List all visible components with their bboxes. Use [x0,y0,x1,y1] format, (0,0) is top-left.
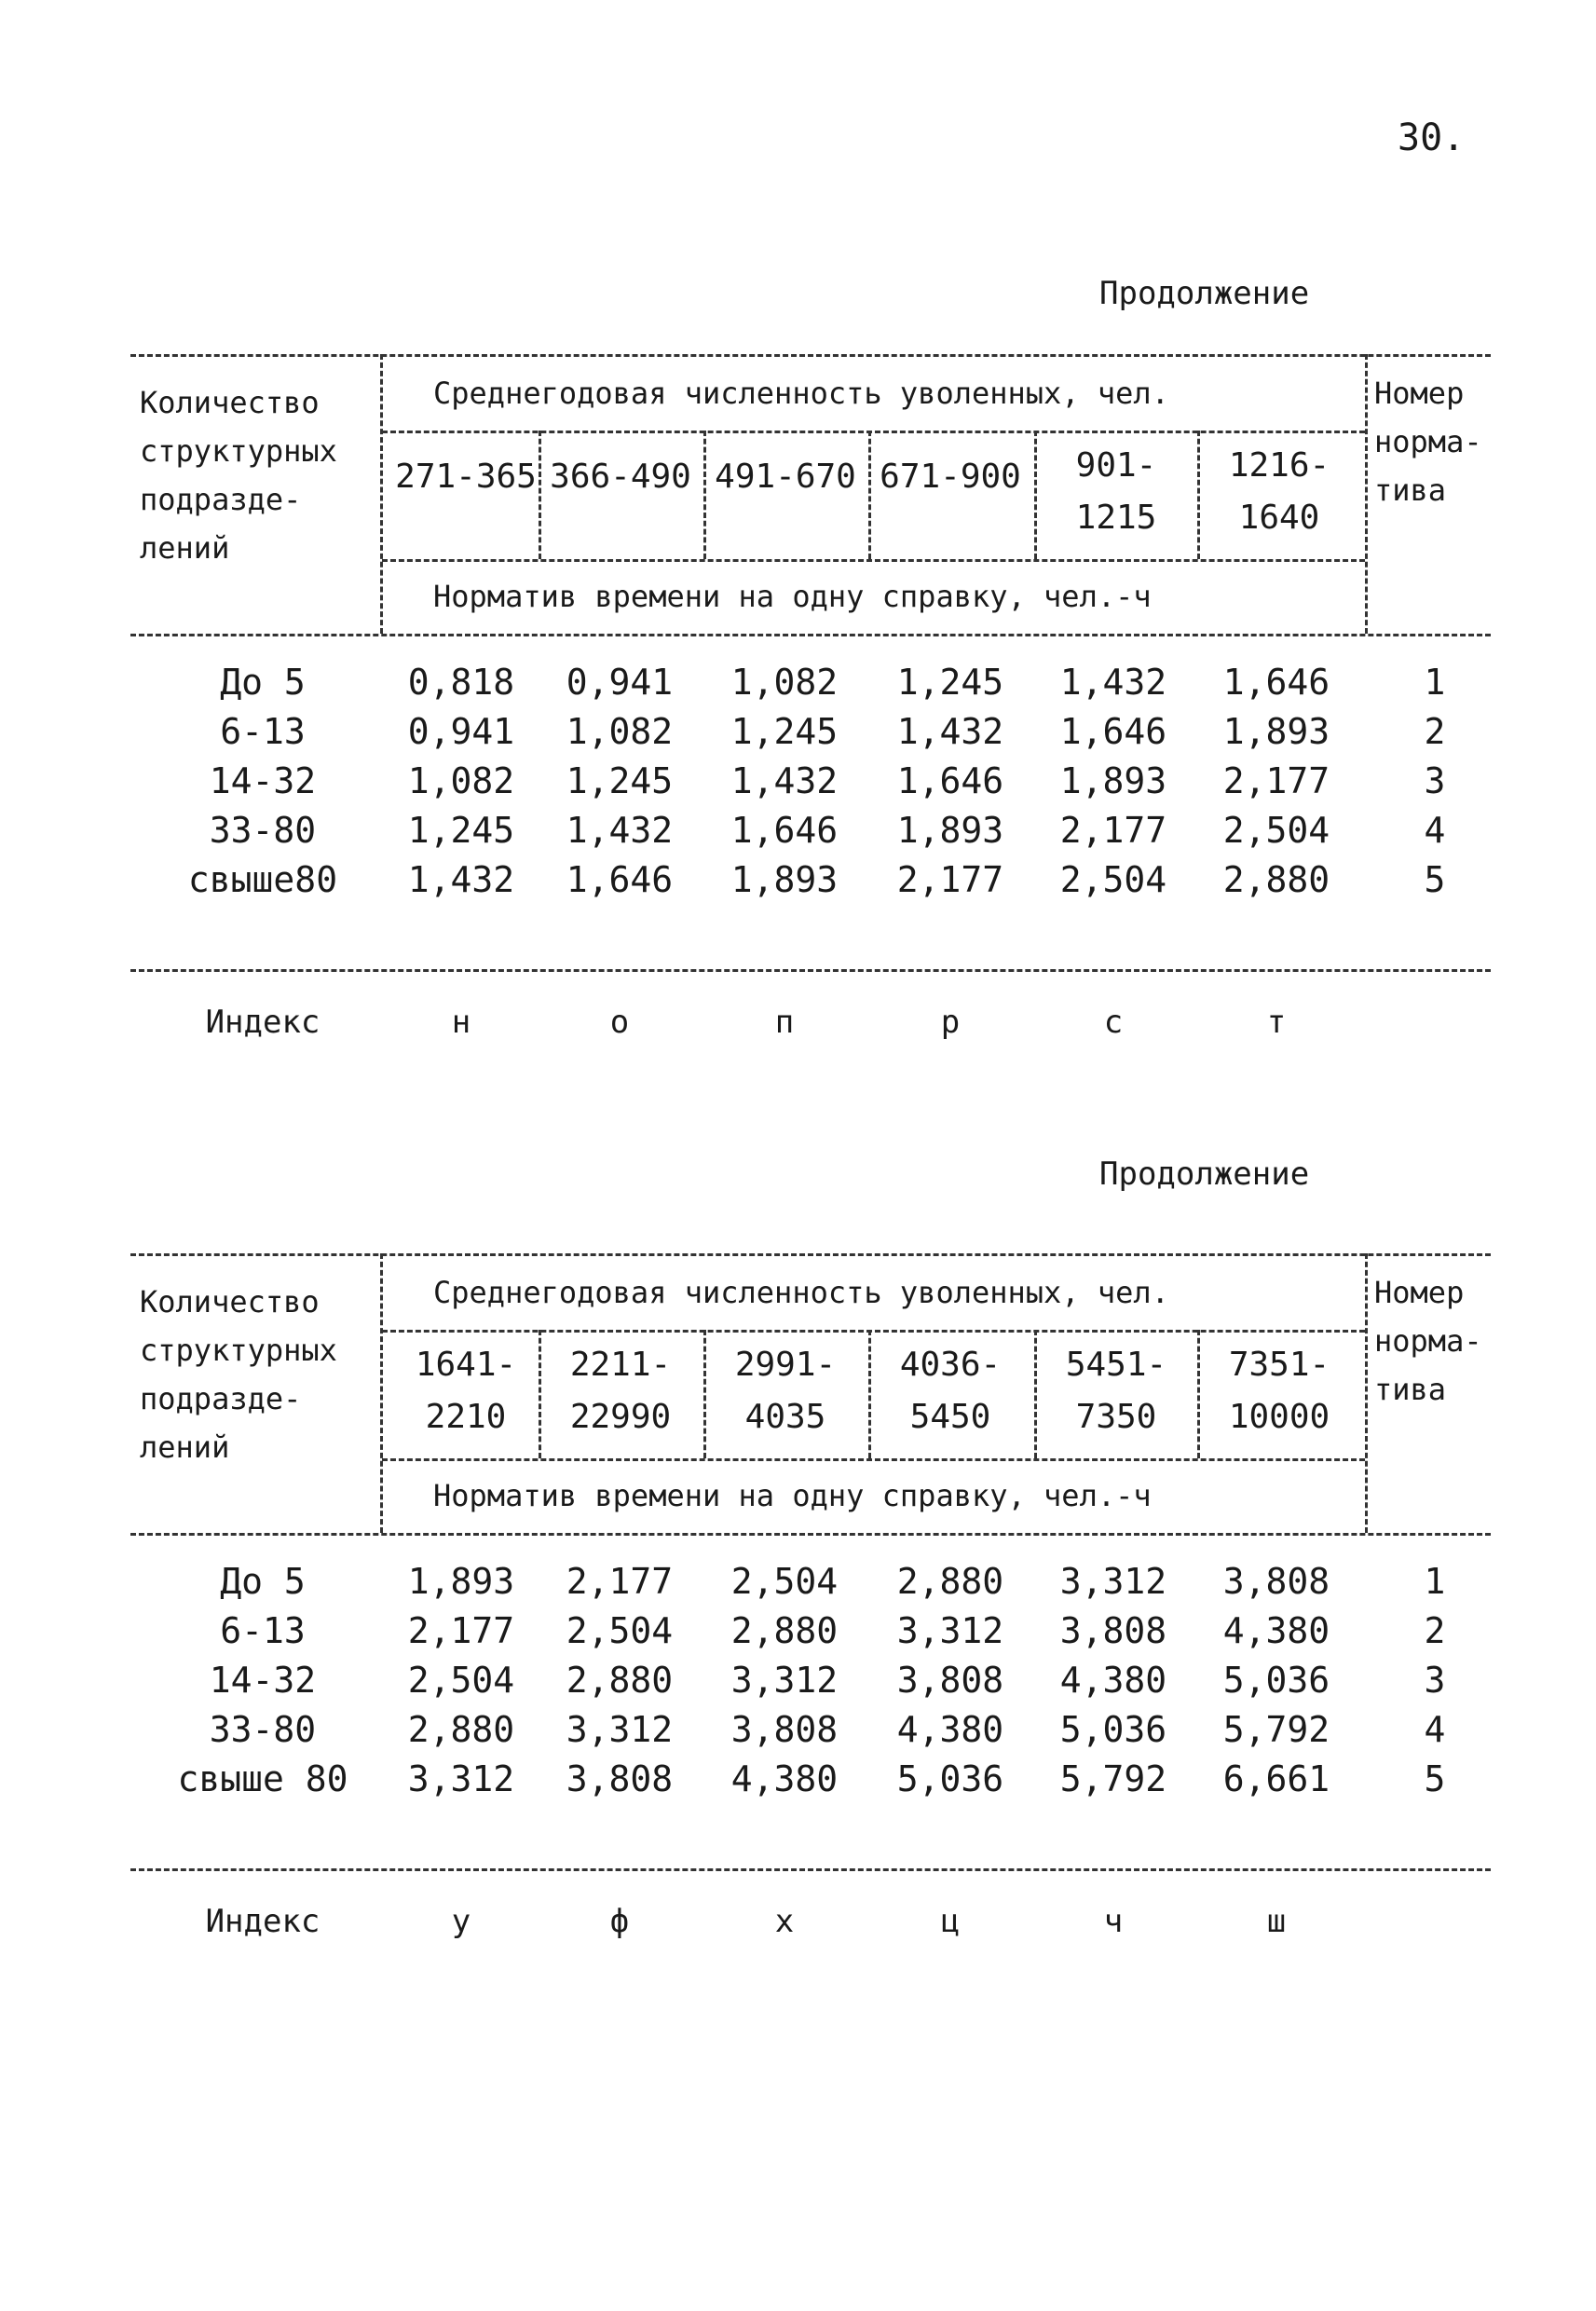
value-cell: 1,646 [1222,662,1330,703]
continuation-label-2: Продолжение [1099,1156,1310,1193]
index-letter: ч [1103,1903,1124,1940]
range-header: 901- [1075,446,1157,485]
index-label: Индекс [205,1004,321,1041]
norm-number: 4 [1424,810,1446,851]
value-cell: 2,177 [407,1610,515,1651]
value-cell: 4,380 [730,1758,839,1799]
row-label: 6-13 [220,711,306,752]
range-header: 271-365 [395,458,537,496]
value-cell: 1,893 [1059,760,1167,801]
norm-number: 2 [1424,1610,1446,1651]
range-header: 2991- [734,1346,837,1384]
norm-number: 2 [1424,711,1446,752]
index-letter: ш [1266,1903,1287,1940]
header-top-rule [130,1253,1491,1256]
norm-table-1 [0,354,1596,1062]
value-cell: 0,941 [407,711,515,752]
value-cell: 2,504 [407,1660,515,1701]
range-header: 4036- [899,1346,1002,1384]
range-header: 1641- [415,1346,517,1384]
value-cell: 5,792 [1222,1709,1330,1750]
value-cell: 2,177 [1059,810,1167,851]
value-cell: 1,432 [566,810,674,851]
group-subrule [382,1330,1365,1333]
page-number: 30. [1398,116,1466,159]
value-cell: 2,880 [896,1561,1004,1602]
value-cell: 4,380 [1222,1610,1330,1651]
value-cell: 3,808 [1059,1610,1167,1651]
norm-header-divider [1365,1253,1368,1533]
value-cell: 2,880 [730,1610,839,1651]
value-cell: 5,036 [1222,1660,1330,1701]
value-cell: 5,036 [1059,1709,1167,1750]
group-header: Среднегодовая численность уволенных, чел. [433,376,1169,411]
range-header: 2211- [569,1346,672,1384]
left-header-divider [380,354,383,634]
range-header: 5450 [909,1398,991,1436]
range-header: 671-900 [880,458,1021,496]
value-cell: 2,504 [730,1561,839,1602]
value-cell: 1,646 [566,859,674,900]
row-header-label: подразде- [140,1381,302,1416]
value-cell: 3,312 [407,1758,515,1799]
index-letter: р [940,1004,961,1041]
norm-number: 5 [1424,1758,1446,1799]
range-bottom-rule [382,559,1365,562]
value-cell: 1,245 [566,760,674,801]
range-header: 1215 [1075,499,1157,537]
row-header-label: подразде- [140,482,302,517]
range-header: 491-670 [715,458,856,496]
value-cell: 0,941 [566,662,674,703]
index-top-rule [130,1868,1491,1871]
row-header-label: Количество [140,385,320,420]
row-label: До 5 [220,1561,306,1602]
norm-number: 3 [1424,760,1446,801]
row-header-label: Количество [140,1284,320,1320]
range-header: 7351- [1228,1346,1330,1384]
index-letter: н [451,1004,471,1041]
range-header: 5451- [1065,1346,1167,1384]
value-cell: 1,432 [896,711,1004,752]
norm-number-header: тива [1374,472,1447,508]
range-header: 1640 [1238,499,1320,537]
value-cell: 1,082 [730,662,839,703]
range-header: 4035 [744,1398,826,1436]
value-cell: 2,177 [1222,760,1330,801]
value-cell: 5,792 [1059,1758,1167,1799]
norm-number: 3 [1424,1660,1446,1701]
value-cell: 2,504 [566,1610,674,1651]
value-cell: 2,880 [1222,859,1330,900]
row-label: свыше80 [187,859,338,900]
continuation-label-1: Продолжение [1099,275,1310,312]
norm-number: 1 [1424,1561,1446,1602]
row-label: свыше 80 [177,1758,348,1799]
norm-time-subheader: Норматив времени на одну справку, чел.-ч [433,579,1152,614]
norm-number-header: тива [1374,1372,1447,1407]
index-letter: о [609,1004,630,1041]
row-label: 33-80 [209,810,317,851]
range-bottom-rule [382,1458,1365,1461]
value-cell: 1,893 [896,810,1004,851]
value-cell: 3,312 [566,1709,674,1750]
row-header-label: лений [140,530,230,566]
value-cell: 1,646 [896,760,1004,801]
value-cell: 1,082 [566,711,674,752]
range-header: 1216- [1228,446,1330,485]
norm-number-header: норма- [1374,424,1482,459]
index-letter: ц [940,1903,961,1940]
header-bottom-rule [130,634,1491,636]
value-cell: 4,380 [896,1709,1004,1750]
norm-header-divider [1365,354,1368,634]
value-cell: 3,312 [730,1660,839,1701]
range-header: 366-490 [550,458,691,496]
group-subrule [382,431,1365,433]
norm-number-header: Номер [1374,1275,1465,1310]
value-cell: 3,312 [896,1610,1004,1651]
value-cell: 1,646 [730,810,839,851]
value-cell: 0,818 [407,662,515,703]
norm-table-2 [0,1253,1596,1962]
value-cell: 1,432 [1059,662,1167,703]
value-cell: 1,893 [730,859,839,900]
index-top-rule [130,969,1491,972]
value-cell: 1,893 [1222,711,1330,752]
index-letter: т [1266,1004,1287,1041]
row-header-label: структурных [140,1333,337,1368]
value-cell: 1,646 [1059,711,1167,752]
value-cell: 2,880 [407,1709,515,1750]
value-cell: 1,245 [896,662,1004,703]
row-label: 33-80 [209,1709,317,1750]
value-cell: 1,082 [407,760,515,801]
row-label: 14-32 [209,1660,317,1701]
norm-time-subheader: Норматив времени на одну справку, чел.-ч [433,1478,1152,1513]
index-letter: с [1103,1004,1124,1041]
value-cell: 2,177 [566,1561,674,1602]
value-cell: 3,808 [896,1660,1004,1701]
row-header-label: структурных [140,433,337,469]
left-header-divider [380,1253,383,1533]
header-bottom-rule [130,1533,1491,1536]
value-cell: 6,661 [1222,1758,1330,1799]
row-label: 14-32 [209,760,317,801]
norm-number: 1 [1424,662,1446,703]
norm-number-header: Номер [1374,376,1465,411]
value-cell: 3,808 [1222,1561,1330,1602]
value-cell: 4,380 [1059,1660,1167,1701]
index-letter: п [774,1004,795,1041]
norm-number: 4 [1424,1709,1446,1750]
index-letter: х [774,1903,795,1940]
value-cell: 5,036 [896,1758,1004,1799]
value-cell: 1,893 [407,1561,515,1602]
index-letter: у [451,1903,471,1940]
row-label: До 5 [220,662,306,703]
value-cell: 1,432 [407,859,515,900]
value-cell: 3,808 [730,1709,839,1750]
header-top-rule [130,354,1491,357]
value-cell: 1,432 [730,760,839,801]
range-header: 10000 [1228,1398,1330,1436]
row-label: 6-13 [220,1610,306,1651]
range-header: 2210 [425,1398,507,1436]
index-letter: ф [609,1903,630,1940]
norm-number: 5 [1424,859,1446,900]
range-header: 22990 [569,1398,672,1436]
group-header: Среднегодовая численность уволенных, чел. [433,1275,1169,1310]
value-cell: 3,312 [1059,1561,1167,1602]
value-cell: 2,177 [896,859,1004,900]
value-cell: 2,504 [1222,810,1330,851]
value-cell: 3,808 [566,1758,674,1799]
value-cell: 2,504 [1059,859,1167,900]
value-cell: 2,880 [566,1660,674,1701]
range-header: 7350 [1075,1398,1157,1436]
value-cell: 1,245 [407,810,515,851]
index-label: Индекс [205,1903,321,1940]
value-cell: 1,245 [730,711,839,752]
row-header-label: лений [140,1429,230,1465]
norm-number-header: норма- [1374,1323,1482,1359]
